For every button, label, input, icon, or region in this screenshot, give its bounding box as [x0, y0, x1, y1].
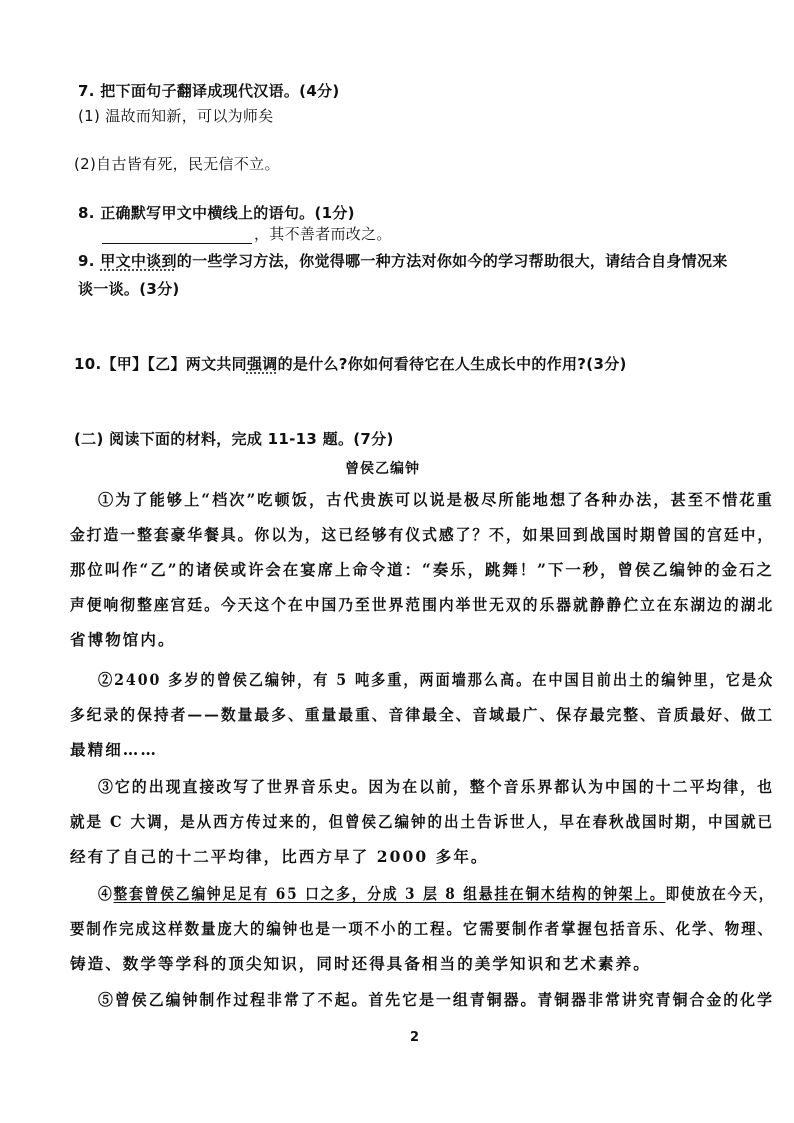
paragraph-3-line-3: 经有了自己的十二平均律，比西方早了 2000 多年。 — [70, 847, 489, 866]
paragraph-4-marker: ④ — [98, 884, 114, 903]
paragraph-4-underlined-sentence: 整套曾侯乙编钟足足有 65 口之多，分成 3 层 8 组悬挂在铜木结构的钟架上。 — [113, 884, 666, 903]
question-10-dotted: 强调 — [246, 355, 278, 373]
question-10-prompt — [74, 353, 627, 374]
paragraph-1-line-4: 声便响彻整座宫廷。今天这个在中国乃至世界范围内举世无双的乐器就静静伫立在东湖边的湖北 — [70, 595, 775, 614]
paragraph-1-line-3: 那位叫作“乙”的诸侯或许会在宴席上命令道：“奏乐，跳舞！”下一秒，曾侯乙编钟的金石之 — [70, 560, 774, 579]
page-number: 2 — [410, 1030, 420, 1045]
paragraph-4-line-1-rest: 即使放在今天， — [665, 884, 775, 903]
question-9-prefix: 9. — [78, 252, 101, 270]
paragraph-2-line-3: 最精细…… — [70, 740, 159, 759]
paragraph-3-line-2: 就是 C 大调，是从西方传过来的，但曾侯乙编钟的出土告诉世人，早在春秋战国时期，中国就已 — [70, 812, 775, 831]
paragraph-2-line-1: ②2400 多岁的曾侯乙编钟，有 5 吨多重，两面墙那么高。在中国目前出土的编钟里，它是众 — [98, 670, 775, 689]
question-9-dotted: 甲文中谈到 — [100, 252, 177, 270]
paragraph-5-line-1: ⑤曾侯乙编钟制作过程非常了不起。首先它是一组青铜器。青铜器非常讲究青铜合金的化学 — [98, 990, 774, 1009]
article-title: 曾侯乙编钟 — [345, 461, 420, 477]
question-10-rest: 的是什么?你如何看待它在人生成长中的作用?(3分) — [277, 355, 627, 373]
question-7-item-2: (2)自古皆有死，民无信不立。 — [74, 155, 280, 173]
answer-blank[interactable] — [102, 229, 252, 244]
paragraph-4-line-1 — [98, 882, 774, 904]
question-8-tail: ，其不善者而改之。 — [254, 225, 392, 243]
question-7-prompt: 7. 把下面句子翻译成现代汉语。(4分) — [78, 82, 340, 100]
paragraph-4-line-2: 要制作完成这样数量庞大的编钟也是一项不小的工程。它需要制作者掌握包括音乐、化学、物理、 — [70, 919, 774, 938]
section-heading: (二) 阅读下面的材料，完成 11-13 题。(7分) — [74, 430, 394, 448]
question-9-line2: 谈一谈。(3分) — [78, 280, 180, 298]
question-9-prompt — [78, 250, 728, 271]
paragraph-1-line-1: ①为了能够上“档次”吃顿饭，古代贵族可以说是极尽所能地想了各种办法，甚至不惜花重 — [98, 490, 774, 509]
question-8-prompt: 8. 正确默写甲文中横线上的语句。(1分) — [78, 204, 355, 222]
question-9-rest: 的一些学习方法，你觉得哪一种方法对你如今的学习帮助很大，请结合自身情况来 — [176, 252, 728, 270]
question-8-fill-line — [102, 223, 392, 244]
question-10-prefix: 10.【甲】【乙】两文共同 — [74, 355, 247, 373]
paragraph-1-line-2: 金打造一整套豪华餐具。你以为，这已经够有仪式感了？不，如果回到战国时期曾国的宫廷中， — [70, 525, 775, 544]
paragraph-2-line-2: 多纪录的保持者——数量最多、重量最重、音律最全、音域最广、保存最完整、音质最好、做工 — [70, 705, 775, 724]
paragraph-3-line-1: ③它的出现直接改写了世界音乐史。因为在以前，整个音乐界都认为中国的十二平均律，也 — [98, 777, 774, 796]
paragraph-4-line-3: 铸造、数学等学科的顶尖知识，同时还得具备相当的美学知识和艺术素养。 — [70, 954, 651, 973]
paragraph-1-line-5: 省博物馆内。 — [70, 630, 176, 649]
question-7-item-1: (1) 温故而知新，可以为师矣 — [78, 107, 274, 125]
